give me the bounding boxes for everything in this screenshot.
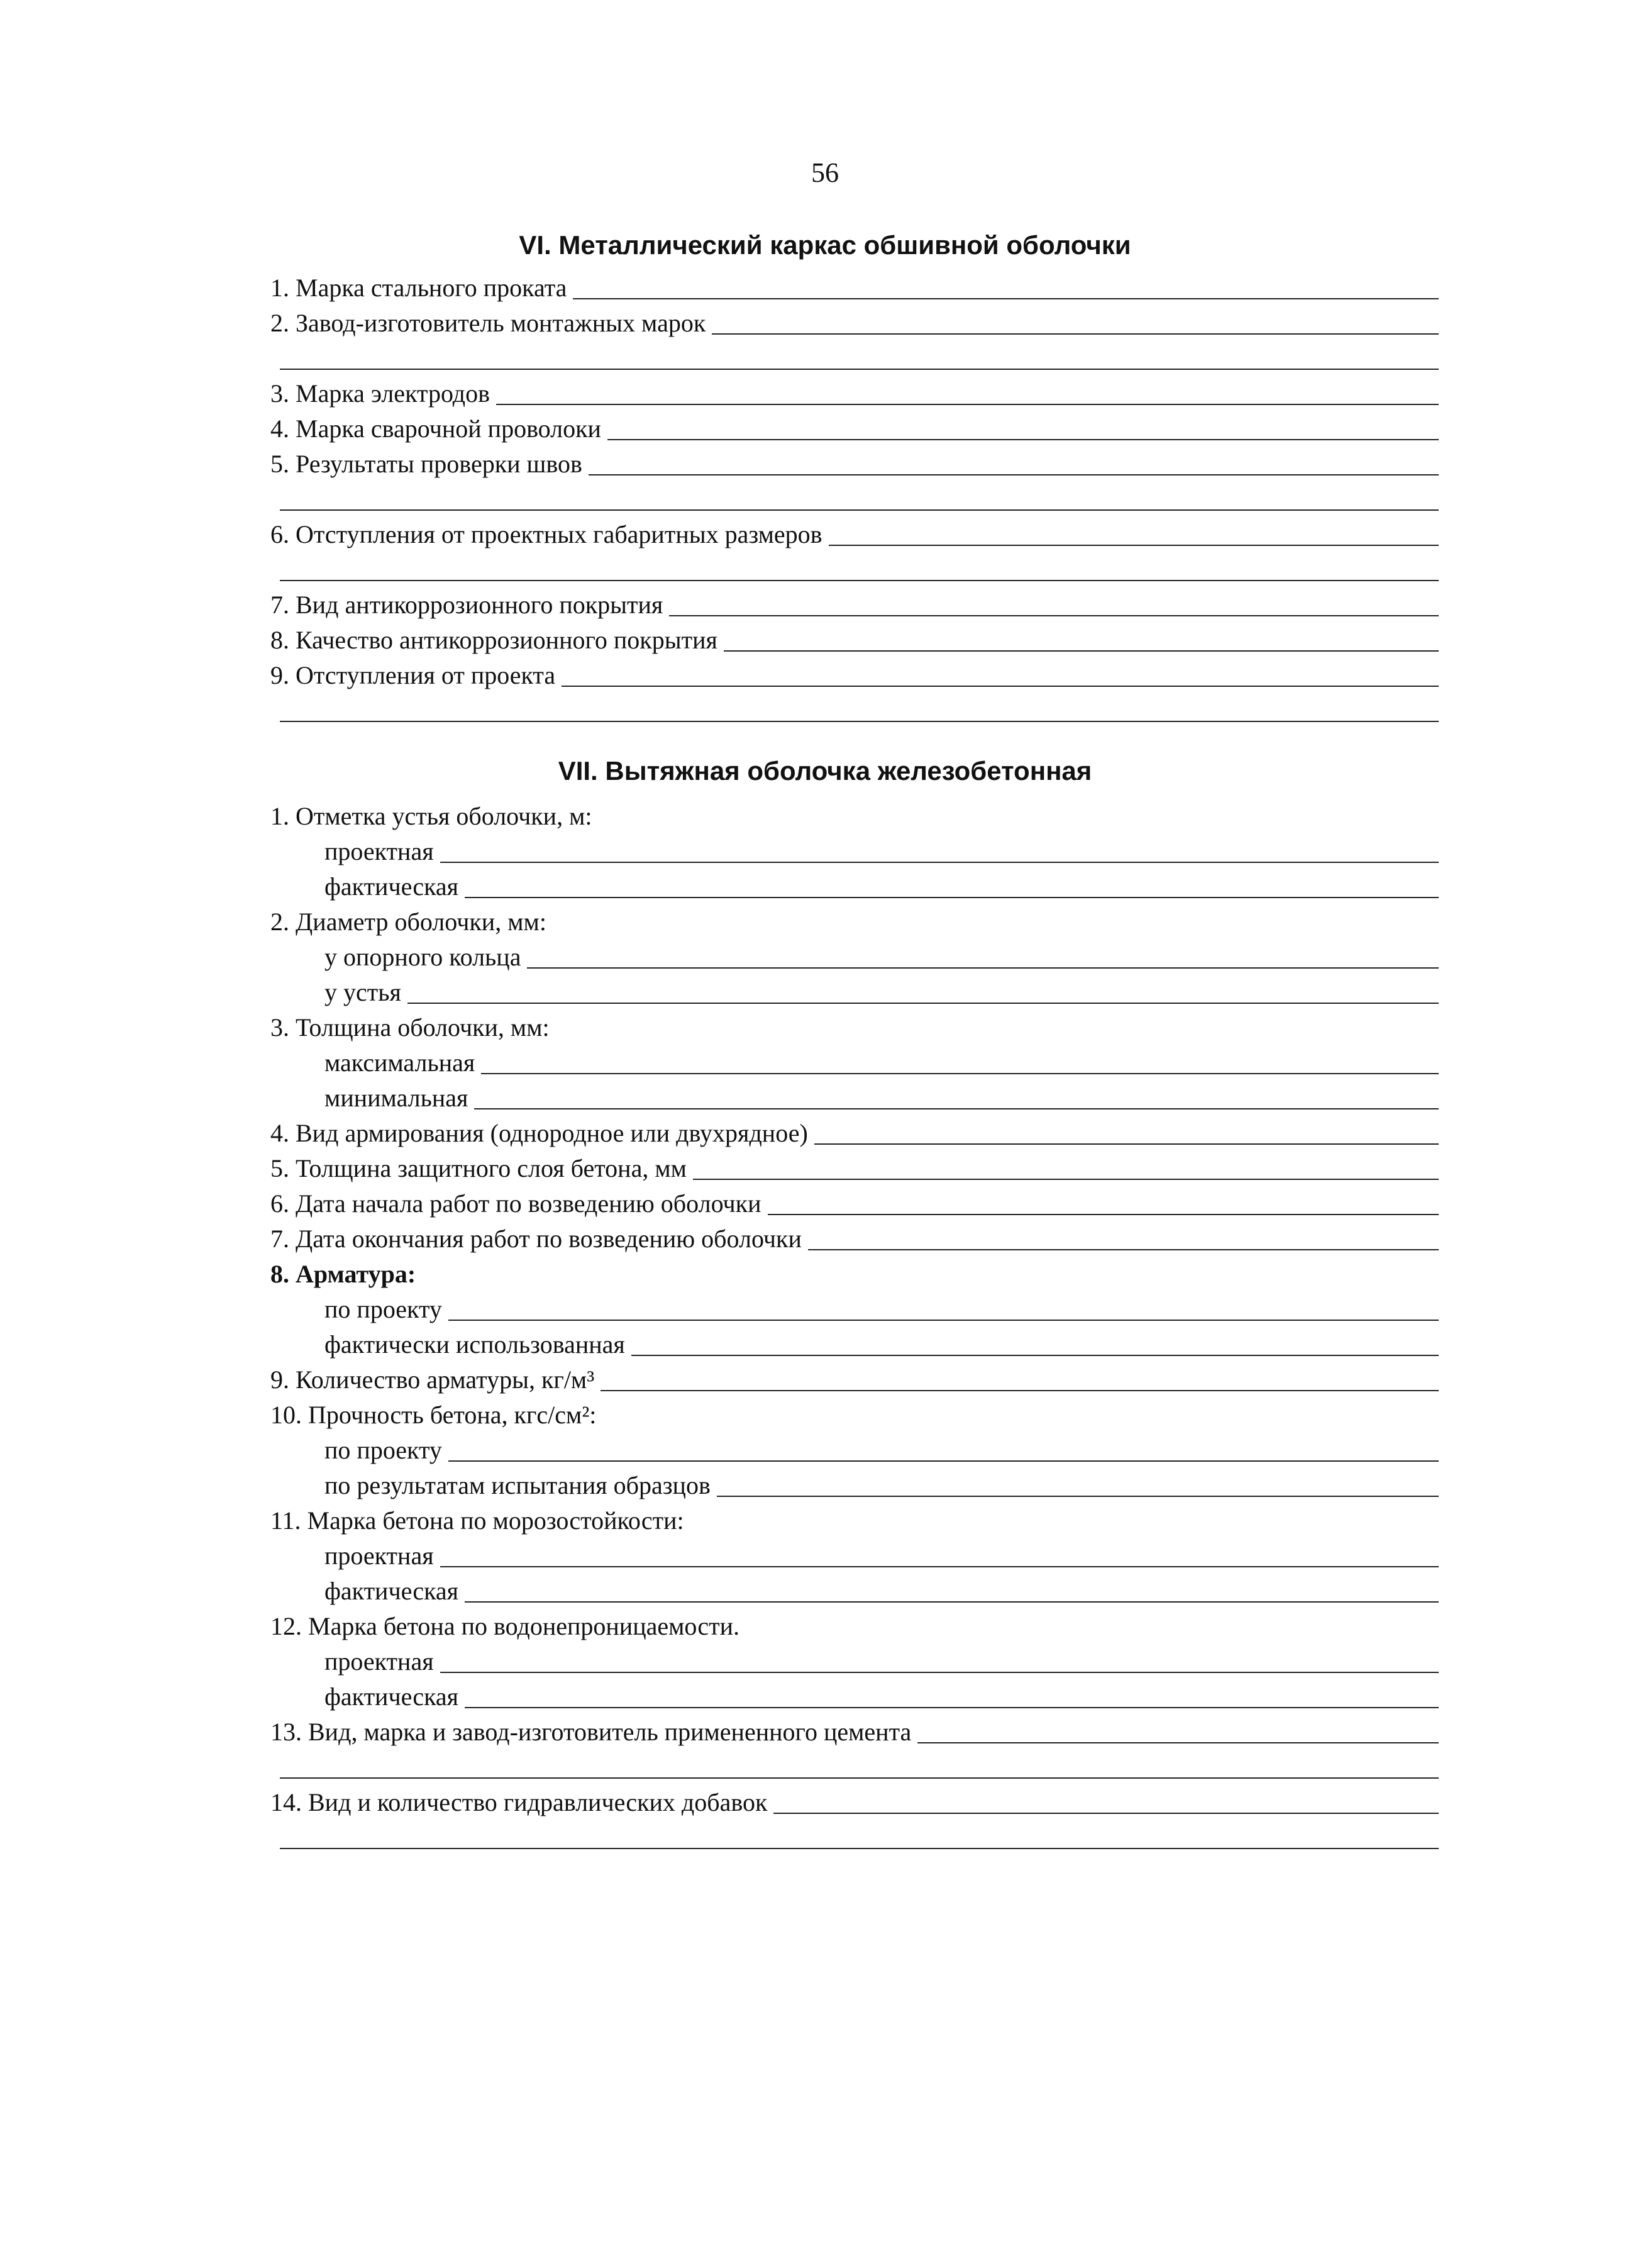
- blank-field-line[interactable]: [407, 1002, 1439, 1004]
- form-row-6-2-continuation: [270, 341, 1439, 376]
- form-row-6-4: [270, 411, 1439, 447]
- field-heading: 8. Арматура:: [270, 1260, 416, 1288]
- blank-field-line[interactable]: [717, 1495, 1439, 1497]
- form-row-6-1: [270, 270, 1439, 306]
- form-row-7-8: [270, 1257, 1439, 1292]
- blank-field-line[interactable]: [808, 1248, 1439, 1250]
- form-row-7-1: [270, 799, 1439, 834]
- form-row-7-1b: [270, 869, 1439, 904]
- form-row-7-11b: [270, 1574, 1439, 1609]
- blank-field-line[interactable]: [669, 614, 1439, 616]
- blank-field-line[interactable]: [562, 685, 1439, 687]
- blank-field-line[interactable]: [724, 650, 1439, 652]
- page-number: 56: [811, 157, 839, 188]
- blank-field-line[interactable]: [829, 544, 1439, 546]
- blank-field-line[interactable]: [607, 438, 1439, 440]
- field-label: 1. Марка стального проката: [270, 274, 567, 302]
- field-label: 4. Марка сварочной проволоки: [270, 414, 601, 443]
- form-row-6-3: [270, 376, 1439, 411]
- section-6-title: VI. Металлический каркас обшивной оболочки: [519, 230, 1131, 260]
- form-row-7-7: [270, 1221, 1439, 1257]
- field-label: у устья: [324, 978, 401, 1006]
- form-row-6-5: [270, 447, 1439, 482]
- form-row-7-6: [270, 1186, 1439, 1221]
- form-row-7-12a: [270, 1644, 1439, 1679]
- blank-field-line[interactable]: [280, 720, 1439, 722]
- form-row-7-10b: [270, 1468, 1439, 1503]
- field-label: 6. Дата начала работ по возведению оболочки: [270, 1189, 761, 1218]
- section-6-form: [270, 270, 1439, 728]
- field-heading: 11. Марка бетона по морозостойкости:: [270, 1506, 684, 1535]
- form-row-7-8b: [270, 1327, 1439, 1362]
- field-label: 9. Количество арматуры, кг/м³: [270, 1365, 595, 1394]
- blank-field-line[interactable]: [573, 297, 1439, 299]
- form-row-7-3: [270, 1010, 1439, 1045]
- form-row-7-3a: [270, 1045, 1439, 1081]
- field-heading: 3. Толщина оболочки, мм:: [270, 1013, 550, 1042]
- form-row-6-8: [270, 623, 1439, 658]
- field-label: фактическая: [324, 1682, 459, 1711]
- blank-field-line[interactable]: [496, 403, 1439, 405]
- form-row-7-5: [270, 1151, 1439, 1186]
- form-row-7-11a: [270, 1538, 1439, 1574]
- field-heading: 12. Марка бетона по водонепроницаемости.: [270, 1612, 740, 1640]
- blank-field-line[interactable]: [448, 1460, 1439, 1462]
- form-row-6-7: [270, 587, 1439, 623]
- blank-field-line[interactable]: [481, 1072, 1439, 1074]
- blank-field-line[interactable]: [589, 474, 1439, 475]
- form-row-7-2: [270, 904, 1439, 940]
- field-label: 5. Толщина защитного слоя бетона, мм: [270, 1154, 687, 1182]
- form-row-6-9-continuation: [270, 693, 1439, 728]
- blank-field-line[interactable]: [448, 1319, 1439, 1321]
- blank-field-line[interactable]: [280, 579, 1439, 581]
- form-row-7-12b: [270, 1679, 1439, 1715]
- blank-field-line[interactable]: [440, 1565, 1439, 1567]
- section-7-title: VII. Вытяжная оболочка железобетонная: [558, 756, 1092, 786]
- blank-field-line[interactable]: [440, 1671, 1439, 1673]
- field-label: по проекту: [324, 1295, 442, 1323]
- field-heading: 1. Отметка устья оболочки, м:: [270, 802, 592, 830]
- form-row-7-13: [270, 1715, 1439, 1750]
- blank-field-line[interactable]: [280, 1847, 1439, 1849]
- field-label: фактически использованная: [324, 1330, 625, 1359]
- form-row-6-5-continuation: [270, 482, 1439, 517]
- blank-field-line[interactable]: [631, 1354, 1439, 1356]
- field-label: максимальная: [324, 1048, 475, 1077]
- field-heading: 10. Прочность бетона, кгс/см²:: [270, 1401, 597, 1429]
- field-label: 5. Результаты проверки швов: [270, 450, 582, 478]
- blank-field-line[interactable]: [693, 1178, 1439, 1180]
- blank-field-line[interactable]: [814, 1143, 1439, 1145]
- form-row-7-10a: [270, 1433, 1439, 1468]
- form-row-7-2a: [270, 940, 1439, 975]
- form-row-6-9: [270, 658, 1439, 693]
- blank-field-line[interactable]: [527, 967, 1439, 969]
- blank-field-line[interactable]: [280, 509, 1439, 511]
- form-row-7-4: [270, 1116, 1439, 1151]
- field-label: 8. Качество антикоррозионного покрытия: [270, 626, 717, 654]
- blank-field-line[interactable]: [465, 1601, 1439, 1603]
- form-row-7-12: [270, 1609, 1439, 1644]
- blank-field-line[interactable]: [280, 368, 1439, 370]
- section-7-form: [270, 799, 1439, 1855]
- field-label: 9. Отступления от проекта: [270, 661, 556, 689]
- form-row-7-10: [270, 1398, 1439, 1433]
- blank-field-line[interactable]: [773, 1812, 1439, 1814]
- form-row-7-1a: [270, 834, 1439, 869]
- form-row-7-13-continuation: [270, 1750, 1439, 1785]
- blank-field-line[interactable]: [768, 1213, 1439, 1215]
- field-label: 13. Вид, марка и завод-изготовитель примененного цемента: [270, 1718, 912, 1746]
- field-label: проектная: [324, 1542, 434, 1570]
- blank-field-line[interactable]: [465, 1706, 1439, 1708]
- form-row-7-2b: [270, 975, 1439, 1010]
- blank-field-line[interactable]: [917, 1742, 1439, 1743]
- field-label: у опорного кольца: [324, 943, 521, 971]
- field-label: 6. Отступления от проектных габаритных размеров: [270, 520, 822, 548]
- blank-field-line[interactable]: [712, 333, 1439, 335]
- form-row-7-11: [270, 1503, 1439, 1538]
- field-label: проектная: [324, 837, 434, 865]
- blank-field-line[interactable]: [280, 1777, 1439, 1779]
- form-row-7-8a: [270, 1292, 1439, 1327]
- field-label: 3. Марка электродов: [270, 379, 490, 408]
- form-row-7-9: [270, 1362, 1439, 1398]
- field-label: 4. Вид армирования (однородное или двухрядное): [270, 1119, 808, 1147]
- field-label: 2. Завод-изготовитель монтажных марок: [270, 309, 706, 337]
- blank-field-line[interactable]: [440, 861, 1439, 863]
- field-label: минимальная: [324, 1084, 468, 1112]
- form-row-7-14: [270, 1785, 1439, 1820]
- field-label: 7. Вид антикоррозионного покрытия: [270, 591, 663, 619]
- field-label: по результатам испытания образцов: [324, 1471, 711, 1499]
- form-row-6-2: [270, 306, 1439, 341]
- field-heading: 2. Диаметр оболочки, мм:: [270, 908, 546, 936]
- field-label: 7. Дата окончания работ по возведению оболочки: [270, 1225, 802, 1253]
- field-label: 14. Вид и количество гидравлических добавок: [270, 1788, 768, 1816]
- form-row-6-6-continuation: [270, 552, 1439, 587]
- blank-field-line[interactable]: [474, 1108, 1439, 1109]
- blank-field-line[interactable]: [465, 896, 1439, 898]
- field-label: фактическая: [324, 872, 459, 901]
- form-row-6-6: [270, 517, 1439, 552]
- blank-field-line[interactable]: [601, 1389, 1439, 1391]
- field-label: фактическая: [324, 1577, 459, 1605]
- field-label: проектная: [324, 1647, 434, 1676]
- form-row-7-3b: [270, 1081, 1439, 1116]
- field-label: по проекту: [324, 1436, 442, 1464]
- form-row-7-14-continuation: [270, 1820, 1439, 1855]
